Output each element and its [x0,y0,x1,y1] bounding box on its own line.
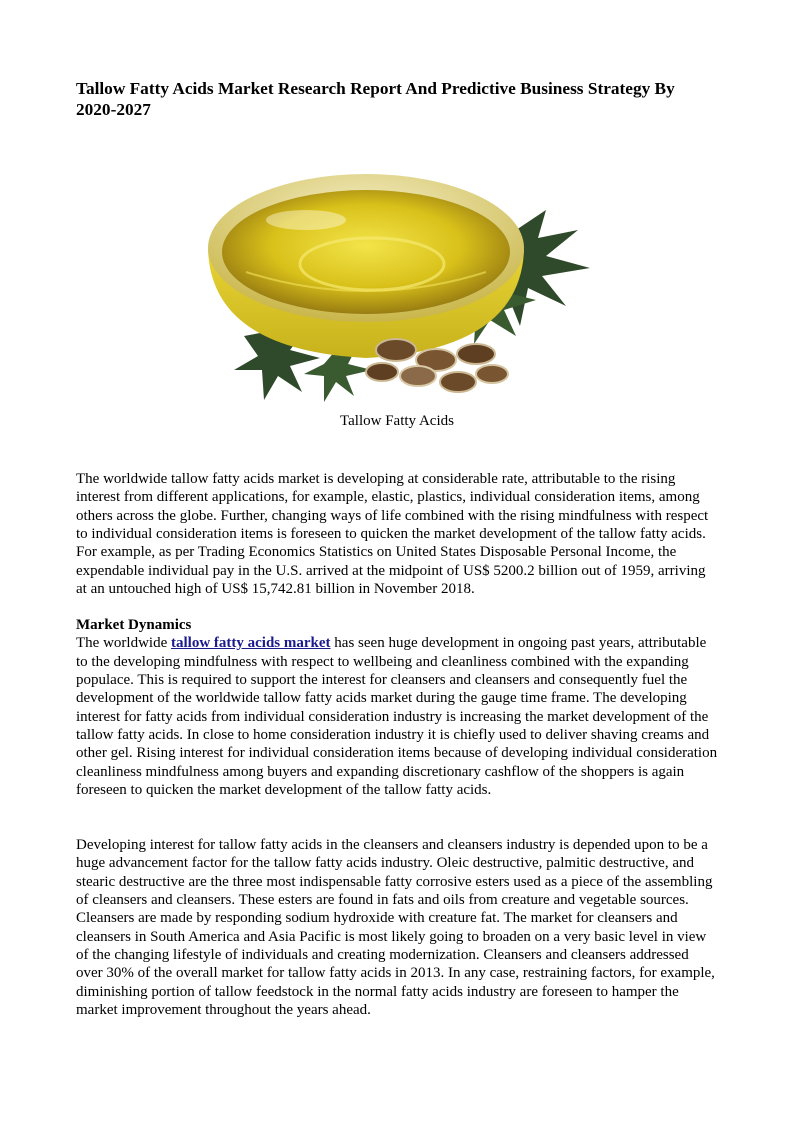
paragraph-text: The worldwide [76,635,171,652]
paragraph-text: has seen huge development in ongoing past years, attributable to the developing mindfulness with respect to wellbeing and cleanliness combined with the expanding populace. This is required to support the interest for cleansers and cleansers and consequently fuel the development of the worldwide tallow fatty acids market during the gauge time frame. The developing interest for fatty acids from individual consideration industry is increasing the market development of the tallow fatty acids. In close to home consideration industry it is chiefly used to deliver shaving creams and other gel. Rising interest for individual consideration items because of developing individual consideration cleanliness mindfulness among buyers and expanding discretionary cashflow of the shoppers is again foreseen to quicken the market development of the tallow fatty acids. [76,635,718,799]
intro-paragraph: The worldwide tallow fatty acids market is developing at considerable rate, attributable to the rising interest from different applications, for example, elastic, plastics, individual consideration items, among others across the globe. Further, changing ways of life combined with the rising mindfulness with respect to individual consideration items is foreseen to quicken the market development of the tallow fatty acids. For example, as per Trading Economics Statistics on United States Disposable Personal Income, the expendable individual pay in the U.S. arrived at the midpoint of US$ 5200.2 billion out of 1959, arriving at an untouched high of US$ 15,742.81 billion in November 2018. [76,471,709,598]
section-heading: Market Dynamics [76,617,192,633]
image-caption: Tallow Fatty Acids [340,413,454,429]
oil-bowl-with-castor-leaves-and-seeds-image [186,160,606,412]
cleansers-paragraph: Developing interest for tallow fatty acids in the cleansers and cleansers industry is depended upon to be a huge advancement factor for the tallow fatty acids industry. Oleic destructive, palmitic destructive, and stearic destructive are the three most indispensable fatty corrosive esters used as a piece of the assembling of cleansers and cleansers. These esters are found in fats and oils from creature and vegetable sources. Cleansers are made by responding sodium hydroxide with creature fat. The market for cleansers and cleansers in South America and Asia Pacific is most likely going to broaden on a very basic level in view of the changing lifestyle of individuals and creating modernization. Cleansers and cleansers addressed over 30% of the overall market for tallow fatty acids in 2013. In any case, restraining factors, for example, diminishing portion of tallow feedstock in the normal fatty acids industry are foreseen to hamper the market improvement throughout the years ahead. [76,837,715,1019]
oil-bowl-icon [208,174,524,358]
page-title: Tallow Fatty Acids Market Research Report And Predictive Business Strategy By 2020-2027 [76,79,675,119]
market-dynamics-paragraph [76,616,718,799]
product-image [186,160,606,412]
tallow-fatty-acids-market-link[interactable]: tallow fatty acids market [170,635,331,652]
